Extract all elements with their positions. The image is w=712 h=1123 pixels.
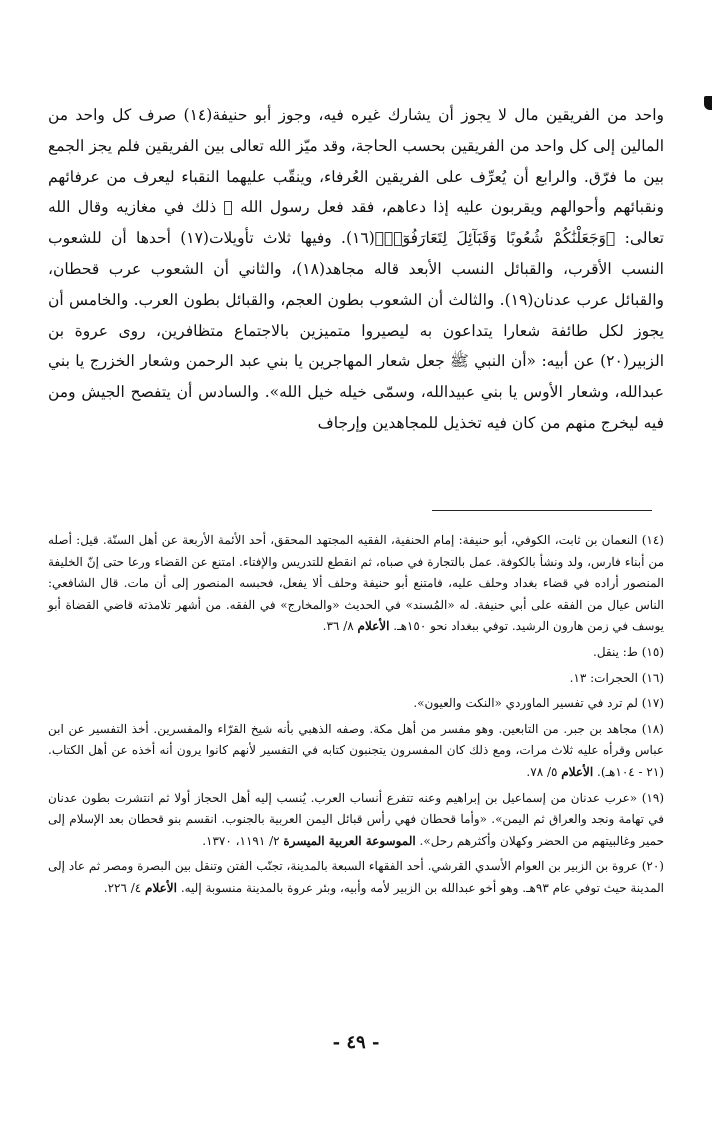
footnote-source: الأعلام [357, 619, 390, 634]
footnote-16 [48, 668, 664, 690]
footnote-source: الأعلام [145, 880, 177, 895]
footnote-text: الحجرات: ١٣. [569, 670, 638, 685]
footnote-number: (١٦) [641, 670, 664, 685]
footnote-text: مجاهد بن جبر. من التابعين. وهو مفسر من أهل مكة. وصفه الذهبي بأنه شيخ القرّاء والمفسرين. أخذ التفسير عن ابن عباس وقرأه عليه ثلاث مرات، ومع ذلك كان المفسرون يتجنبون كتابه في التفسير لأنهم كانوا يرون أنه أخذه عن أهل الكتاب. (٢١ - ١٠٤هـ). [48, 721, 664, 779]
footnote-ref: ٢/ ١١٩١، ١٣٧٠. [202, 833, 280, 848]
footnote-number: (١٨) [641, 721, 664, 736]
footnote-20 [48, 856, 664, 899]
footnote-number: (١٧) [641, 696, 664, 711]
footnote-text: النعمان بن ثابت، الكوفي، أبو حنيفة: إمام الحنفية، الفقيه المجتهد المحقق، أحد الأئمة الأربعة عن أهل السنّة. قيل: أصله من أبناء فارس، ولد ونشأ بالكوفة. عمل بالتجارة في صباه، ثم انقطع للتدريس والإفتاء. امتنع عن القضاء ورعا حتى إنّ الخليفة المنصور أراده في قضاء بغداد وحلف عليه، فامتنع أبو حنيفة وحلف ألا يفعل، فحبسه المنصور إلى أن مات. قال الشافعي: الناس عيال من الفقه على أبي حنيفة. له «المُسند» في الحديث «والمخارج» في الفقه. من أشهر تلامذته قاضي القضاة أبو يوسف في زمن هارون الرشيد. توفي ببغداد نحو ١٥٠هـ. [48, 533, 664, 634]
main-paragraph: واحد من الفريقين مال لا يجوز أن يشارك غيره فيه، وجوز أبو حنيفة(١٤) صرف كل واحد من المالين إلى كل واحد من الفريقين بحسب الحاجة، وقد ميّز الله تعالى بين الفريقين فلم يجز الجمع بين ما فرّق. والرابع أن يُعرِّف على الفريقين العُرفاء، وينقّب عليهما النقباء ليعرف من عرفائهم ونقبائهم وأحوالهم ويقربون عليه إذا دعاهم، فقد فعل رسول الله ﷺ ذلك في مغازيه وقال الله تعالى: ﴿وَجَعَلْنَٰكُمْ شُعُوبًا وَقَبَآئِلَ لِتَعَارَفُوٓا۟﴾(١٦). وفيها ثلاث تأويلات(١٧) أحدها أن للشعوب النسب الأقرب، والقبائل النسب الأبعد قاله مجاهد(١٨)، والثاني أن الشعوب عرب قحطان، والقبائل عرب عدنان(١٩). والثالث أن الشعوب بطون العجم، والقبائل بطون العرب. والخامس أن يجوز لكل طائفة شعارا يتداعون به ليصيروا متميزين بالاجتماع متظافرين، روى عروة بن الزبير(٢٠) عن أبيه: «أن النبي ﷺ جعل شعار المهاجرين يا بني عبد الرحمن وشعار الخزرج يا بني عبدالله، وشعار الأوس يا بني عبيدالله، وسمّى خيله خيل الله». والسادس أن يتفصح الجيش ومن فيه ليخرج منهم من كان فيه تخذيل للمجاهدين وإرجاف [48, 106, 665, 432]
footnote-19 [48, 788, 664, 853]
footnote-number: (١٩) [641, 790, 664, 805]
footnote-ref: ٤/ ٢٢٦. [103, 880, 142, 895]
footnote-number: (١٥) [641, 644, 664, 659]
footnotes [48, 530, 664, 904]
footnote-text: عروة بن الزبير بن العوام الأسدي القرشي. أحد الفقهاء السبعة بالمدينة، تجنّب الفتن وتنقل بين البصرة ومصر ثم عاد إلى المدينة حيث توفي عام ٩٣هـ. وهو أخو عبدالله بن الزبير لأمه وأبيه، وبئر عروة بالمدينة منسوبة إليه. [48, 859, 664, 895]
footnote-ref: ٨/ ٣٦. [322, 619, 354, 634]
footnote-text: لم ترد في تفسير الماوردي «النكت والعيون». [413, 696, 638, 711]
main-text [48, 100, 664, 439]
footnote-text: «عرب عدنان من إسماعيل بن إبراهيم وعنه تتفرع أنساب العرب. يُنسب إليه أهل الحجاز أولا ثم انتشرت بطون عدنان في تهامة ونجد والعراق ثم اليمن». «وأما قحطان فهي رأس قبائل اليمن العربية بالجنوب. انقسم بنو قحطان بعد الإسلام إلى حمير وغالبيتهم من الحضر وكهلان وأكثرهم رحل». [48, 790, 664, 848]
footnote-15 [48, 642, 664, 664]
footnote-number: (٢٠) [641, 859, 664, 874]
page-edge-mark [704, 96, 712, 110]
footnote-number: (١٤) [641, 533, 664, 547]
footnote-source: الموسوعة العربية الميسرة [283, 833, 416, 848]
footnote-source: الأعلام [561, 764, 594, 779]
footnote-18 [48, 719, 664, 784]
page-number: - ٤٩ - [332, 1032, 380, 1053]
footnote-text: ط: ينقل. [593, 644, 638, 659]
footnote-17 [48, 693, 664, 715]
footnote-ref: ٥/ ٧٨. [526, 764, 558, 779]
footnote-14 [48, 530, 664, 638]
footnote-separator [432, 510, 652, 511]
